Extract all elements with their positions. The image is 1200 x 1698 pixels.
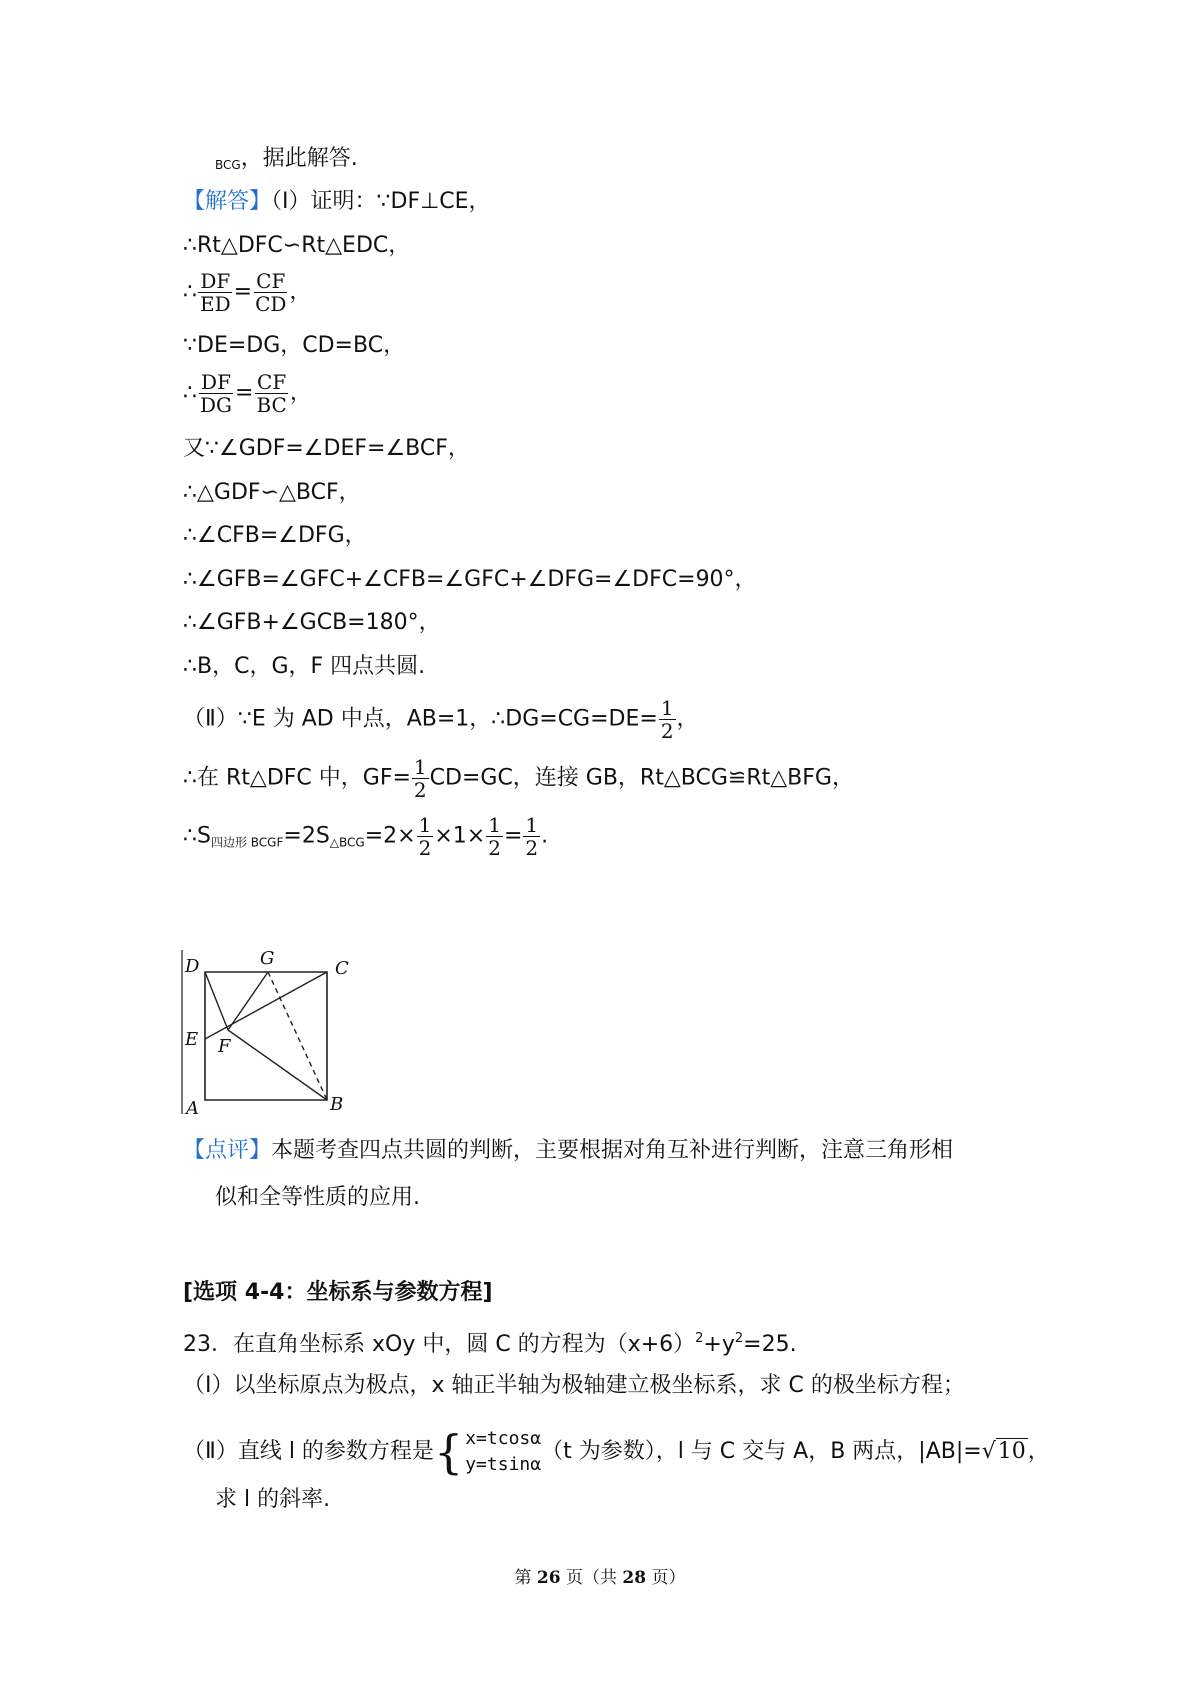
review-line-1	[183, 1135, 953, 1167]
segment-ec	[205, 972, 327, 1039]
comma: ，	[289, 380, 312, 406]
numerator: DF	[200, 269, 231, 293]
figure-left-border	[181, 950, 183, 1114]
problem-23-part-2	[183, 1426, 1050, 1478]
denominator: 2	[418, 836, 432, 860]
part-2-intro: （Ⅱ）∵E 为 AD 中点，AB=1，∴DG=CG=DE=	[183, 706, 658, 732]
subscript-triangle: △BCG	[329, 835, 365, 850]
equals: =	[233, 279, 253, 305]
system-row-x: x=tcosα	[465, 1428, 542, 1449]
denominator: 2	[413, 778, 427, 802]
sqrt-expression: √10	[981, 1439, 1026, 1464]
numerator: 1	[488, 813, 501, 837]
denominator: 2	[525, 836, 539, 860]
problem-23-stem	[183, 1323, 797, 1361]
footer-mid: 页（共	[560, 1568, 623, 1588]
plus-y: +y	[703, 1332, 735, 1357]
line-6	[183, 371, 312, 416]
subscript-quadrilateral: 四边形 BCGF	[210, 835, 284, 850]
solution-heading-line	[183, 186, 491, 218]
fraction-df-ed	[198, 270, 233, 315]
system-row-y: y=tsinα	[465, 1454, 542, 1475]
segment-fb	[228, 1030, 327, 1100]
label-c: C	[335, 958, 349, 979]
subscript-bcg: BCG	[215, 158, 241, 172]
solution-tag: 【解答】	[183, 189, 272, 214]
denominator: DG	[200, 393, 233, 417]
fraction-cf-bc	[254, 371, 288, 416]
comma: ，	[289, 279, 312, 305]
period: .	[541, 823, 549, 849]
therefore-symbol: ∴	[183, 380, 197, 406]
area-symbol: ∴S	[183, 823, 211, 849]
equals: =	[503, 823, 523, 849]
line-7: 又∵∠GDF=∠DEF=∠BCF，	[183, 436, 470, 461]
denominator: ED	[200, 292, 231, 316]
solution-intro: （Ⅰ）证明：∵DF⊥CE，	[271, 189, 491, 214]
numerator: 1	[413, 755, 427, 779]
line-10: ∴∠GFB=∠GFC+∠CFB=∠GFC+∠DFG=∠DFC=90°，	[183, 567, 757, 592]
denominator: 2	[660, 719, 674, 743]
segment-gb-dashed	[268, 972, 327, 1100]
numerator: 1	[525, 813, 539, 837]
section-title: [选项 4-4：坐标系与参数方程]	[183, 1280, 493, 1305]
line-15	[183, 814, 548, 859]
line-9: ∴∠CFB=∠DFG，	[183, 523, 367, 548]
geometry-figure	[180, 948, 360, 1116]
part-2-pre: （Ⅱ）直线 l 的参数方程是	[183, 1439, 434, 1464]
segment-gf	[228, 972, 268, 1030]
page-number: 26	[536, 1568, 561, 1588]
stem-tail: =25.	[743, 1332, 797, 1357]
denominator: 2	[488, 836, 501, 860]
fraction-cf-cd	[253, 270, 288, 315]
label-e: E	[185, 1029, 199, 1050]
fraction-one-half	[412, 756, 429, 801]
label-g: G	[260, 948, 275, 969]
label-a: A	[186, 1098, 199, 1116]
numerator: 1	[418, 813, 432, 837]
fraction-one-half	[486, 814, 503, 859]
line-1-text: ，据此解答.	[240, 146, 358, 171]
label-d: D	[185, 956, 200, 977]
line-11: ∴∠GFB+∠GCB=180°，	[183, 610, 441, 635]
times-one-times: ×1×	[434, 823, 486, 849]
page-footer	[0, 1563, 1200, 1588]
numerator: CF	[256, 269, 286, 293]
denominator: BC	[256, 393, 287, 417]
label-f: F	[218, 1036, 231, 1057]
fraction-one-half	[523, 814, 540, 859]
numerator: DF	[201, 370, 231, 394]
line-4	[183, 270, 311, 315]
line-12: ∴B，C，G，F 四点共圆.	[183, 654, 426, 679]
line-13	[183, 697, 699, 742]
line-14	[183, 756, 854, 801]
equals-2s: =2S	[283, 823, 330, 849]
review-line-2: 似和全等性质的应用.	[215, 1185, 420, 1210]
parametric-system	[434, 1426, 541, 1478]
exponent-2: 2	[695, 1331, 704, 1346]
part-2-mid: （t 为参数），l 与 C 交与 A，B 两点，|AB|=	[541, 1439, 982, 1464]
exponent-2: 2	[734, 1331, 744, 1346]
review-text-1: 本题考查四点共圆的判断，主要根据对角互补进行判断，注意三角形相	[271, 1138, 954, 1163]
review-tag: 【点评】	[183, 1138, 272, 1163]
fraction-one-half	[659, 697, 676, 742]
segment-dc-diagonal-to-f	[205, 972, 228, 1030]
fraction-one-half	[417, 814, 434, 859]
footer-post: 页）	[646, 1568, 686, 1588]
therefore-symbol: ∴	[183, 279, 197, 305]
numerator: 1	[660, 696, 674, 720]
comma: ，	[676, 706, 699, 732]
problem-23-part-3: 求 l 的斜率.	[215, 1487, 331, 1512]
equals-2-times: =2×	[364, 823, 416, 849]
problem-23-part-1: （Ⅰ）以坐标原点为极点，x 轴正半轴为极轴建立极坐标系，求 C 的极坐标方程；	[183, 1373, 965, 1398]
line-14-pre: ∴在 Rt△DFC 中，GF=	[183, 765, 411, 791]
equals: =	[235, 380, 254, 406]
fraction-df-dg	[198, 371, 234, 416]
radicand: 10	[997, 1439, 1026, 1464]
label-b: B	[330, 1094, 344, 1115]
line-8: ∴△GDF∽△BCF，	[183, 480, 361, 505]
line-3: ∴Rt△DFC∽Rt△EDC，	[183, 233, 411, 258]
numerator: CF	[257, 370, 287, 394]
left-brace-icon: {	[433, 1425, 464, 1479]
line-1	[215, 143, 358, 181]
line-5: ∵DE=DG，CD=BC，	[183, 333, 406, 358]
footer-pre: 第	[514, 1568, 537, 1588]
line-14-post: CD=GC，连接 GB，Rt△BCG≌Rt△BFG，	[429, 765, 854, 791]
comma: ，	[1027, 1439, 1050, 1464]
stem-text: 23．在直角坐标系 xOy 中，圆 C 的方程为（x+6）	[183, 1332, 696, 1357]
denominator: CD	[255, 292, 287, 316]
total-pages: 28	[622, 1568, 647, 1588]
